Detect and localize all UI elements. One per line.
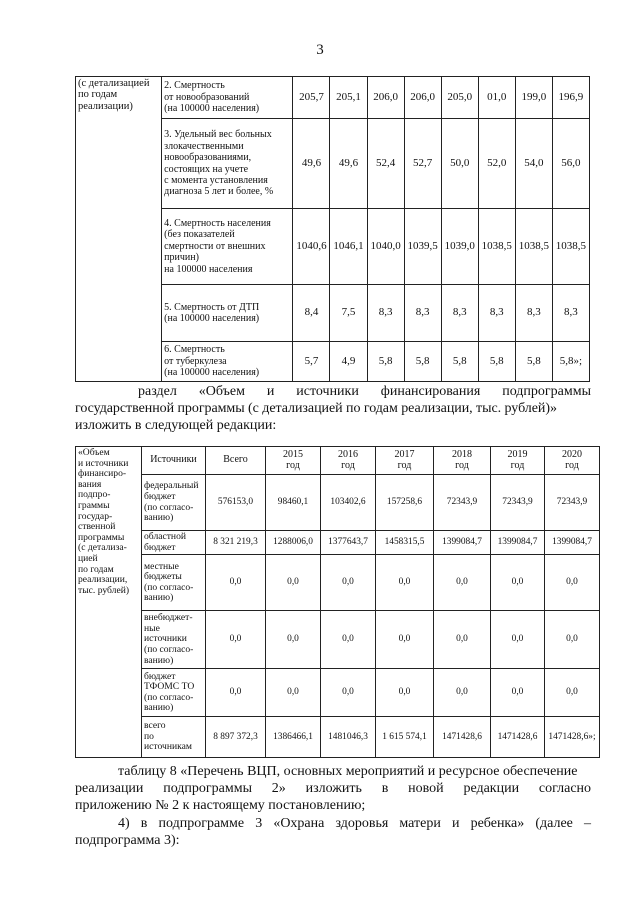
indicator-value: 5,8: [404, 342, 441, 382]
indicator-value: 205,1: [330, 77, 367, 119]
indicator-value: 01,0: [478, 77, 515, 119]
paragraph-2-line-1: таблицу 8 «Перечень ВЦП, основных мероприятий и ресурсное обеспечение: [118, 764, 578, 779]
financing-row: [76, 669, 600, 717]
indicator-value: 1039,0: [441, 209, 478, 285]
indicator-value: 1039,5: [404, 209, 441, 285]
p2-word: новой: [408, 781, 444, 796]
financing-value: 0,0: [266, 669, 321, 717]
p3-word: (далее –: [535, 816, 592, 831]
indicator-value: 56,0: [552, 119, 589, 209]
financing-table: [75, 446, 600, 758]
indicator-value: 205,0: [441, 77, 478, 119]
indicator-value: 8,3: [478, 285, 515, 342]
financing-value: 0,0: [491, 555, 545, 611]
financing-value: 1386466,1: [266, 717, 321, 758]
p3-word: 4) в: [118, 816, 148, 831]
financing-value: 8 897 372,3: [206, 717, 266, 758]
financing-value: 1458315,5: [376, 531, 434, 555]
financing-value: 0,0: [491, 669, 545, 717]
p1-word: источники: [296, 384, 359, 399]
indicator-value: 52,0: [478, 119, 515, 209]
p2-word: согласно: [538, 781, 592, 796]
financing-value: 1399084,7: [545, 531, 600, 555]
p2-word: в: [381, 781, 389, 796]
indicator-label: 2. Смертность от новообразований (на 100000 населения): [162, 77, 293, 119]
indicator-value: 7,5: [330, 285, 367, 342]
financing-value: 0,0: [491, 611, 545, 669]
financing-value: 0,0: [434, 611, 491, 669]
financing-row: [76, 555, 600, 611]
source-cell: внебюджет- ные источники (по согласо- ванию): [142, 611, 206, 669]
column-header: 2017 год: [376, 447, 434, 475]
p3-word: матери: [399, 816, 441, 831]
source-cell: федеральный бюджет (по согласо- ванию): [142, 475, 206, 531]
financing-value: 0,0: [206, 611, 266, 669]
financing-value: 0,0: [545, 611, 600, 669]
p2-word: редакции: [463, 781, 520, 796]
financing-value: 1471428,6: [491, 717, 545, 758]
indicator-value: 4,9: [330, 342, 367, 382]
financing-value: 0,0: [434, 669, 491, 717]
financing-row: [76, 611, 600, 669]
source-cell: областной бюджет: [142, 531, 206, 555]
financing-value: 0,0: [266, 611, 321, 669]
indicator-value: 54,0: [515, 119, 552, 209]
indicator-value: 52,7: [404, 119, 441, 209]
p3-word: и: [451, 816, 460, 831]
p2-word: подпрограммы 2»: [163, 781, 286, 796]
indicator-label: 4. Смертность населения (без показателей смертности от внешних причин) на 100000 населения: [162, 209, 293, 285]
first-column-cell: (с детализацией по годам реализации): [76, 77, 162, 382]
financing-value: 1481046,3: [321, 717, 376, 758]
indicator-value: 196,9: [552, 77, 589, 119]
financing-row: [76, 531, 600, 555]
financing-value: 1399084,7: [434, 531, 491, 555]
indicator-value: 1038,5: [478, 209, 515, 285]
indicator-value: 52,4: [367, 119, 404, 209]
financing-value: 0,0: [376, 555, 434, 611]
paragraph-1-line-3: изложить в следующей редакции:: [75, 418, 277, 433]
p2-word: реализации: [75, 781, 144, 796]
paragraph-1-line-2: государственной программы (с детализацией по годам реализации, тыс. рублей)»: [75, 401, 557, 416]
indicator-value: 5,8: [441, 342, 478, 382]
indicator-value: 8,3: [404, 285, 441, 342]
p3-word: «Охрана: [273, 816, 325, 831]
financing-value: 0,0: [321, 669, 376, 717]
financing-value: 1377643,7: [321, 531, 376, 555]
financing-value: 0,0: [266, 555, 321, 611]
financing-value: 8 321 219,3: [206, 531, 266, 555]
financing-value: 1399084,7: [491, 531, 545, 555]
indicator-value: 1040,0: [367, 209, 404, 285]
indicator-label: 3. Удельный вес больных злокачественными новообразованиями, состоящих на учете с момента установления диагноза 5 лет и более, %: [162, 119, 293, 209]
column-header: Источники: [142, 447, 206, 475]
indicator-value: 5,8: [367, 342, 404, 382]
financing-value: 98460,1: [266, 475, 321, 531]
indicator-value: 5,8»;: [552, 342, 589, 382]
indicator-value: 206,0: [367, 77, 404, 119]
p3-word: 3: [255, 816, 263, 831]
financing-value: 1471428,6: [434, 717, 491, 758]
financing-value: 72343,9: [491, 475, 545, 531]
financing-value: 103402,6: [321, 475, 376, 531]
financing-value: 0,0: [376, 611, 434, 669]
indicator-value: 49,6: [293, 119, 330, 209]
p1-word: финансирования: [380, 384, 481, 399]
column-header: 2019 год: [491, 447, 545, 475]
indicator-value: 8,3: [441, 285, 478, 342]
financing-value: 0,0: [206, 555, 266, 611]
financing-value: 1 615 574,1: [376, 717, 434, 758]
indicator-value: 1046,1: [330, 209, 367, 285]
financing-row: [76, 475, 600, 531]
p3-word: ребенка»: [470, 816, 525, 831]
paragraph-1-line-1: [138, 383, 591, 400]
p1-word: «Объем: [198, 384, 245, 399]
indicator-value: 1038,5: [515, 209, 552, 285]
financing-value: 0,0: [545, 555, 600, 611]
paragraph-3-line-1: [118, 815, 591, 832]
financing-value: 0,0: [206, 669, 266, 717]
paragraph-2-line-3: приложению № 2 к настоящему постановлению;: [75, 798, 366, 813]
financing-value: 0,0: [321, 611, 376, 669]
indicator-value: 8,3: [367, 285, 404, 342]
source-cell: всего по источникам: [142, 717, 206, 758]
financing-value: 157258,6: [376, 475, 434, 531]
financing-value: 576153,0: [206, 475, 266, 531]
paragraph-2-line-2: [75, 780, 591, 797]
indicator-label: 6. Смертность от туберкулеза (на 100000 населения): [162, 342, 293, 382]
indicator-value: 205,7: [293, 77, 330, 119]
indicator-value: 49,6: [330, 119, 367, 209]
column-header: 2018 год: [434, 447, 491, 475]
indicator-label: 5. Смертность от ДТП (на 100000 населения): [162, 285, 293, 342]
financing-value: 72343,9: [545, 475, 600, 531]
p3-word: подпрограмме: [158, 816, 245, 831]
indicator-value: 5,8: [515, 342, 552, 382]
page-number: 3: [316, 42, 324, 58]
p1-word: раздел: [138, 384, 177, 399]
column-header: 2016 год: [321, 447, 376, 475]
financing-value: 0,0: [434, 555, 491, 611]
indicator-value: 50,0: [441, 119, 478, 209]
financing-value: 0,0: [376, 669, 434, 717]
p1-word: и: [266, 384, 275, 399]
indicator-value: 8,3: [515, 285, 552, 342]
column-header: 2015 год: [266, 447, 321, 475]
paragraph-3-line-2: подпрограмма 3):: [75, 833, 180, 848]
financing-value: 72343,9: [434, 475, 491, 531]
source-cell: бюджет ТФОМС ТО (по согласо- ванию): [142, 669, 206, 717]
column-header: Всего: [206, 447, 266, 475]
indicator-value: 8,4: [293, 285, 330, 342]
financing-value: 0,0: [545, 669, 600, 717]
column-header: 2020 год: [545, 447, 600, 475]
p3-word: здоровья: [335, 816, 389, 831]
p1-word: подпрограммы: [502, 384, 591, 399]
indicator-value: 199,0: [515, 77, 552, 119]
indicator-value: 1038,5: [552, 209, 589, 285]
indicators-table: [75, 76, 590, 382]
p2-word: изложить: [305, 781, 362, 796]
indicator-value: 8,3: [552, 285, 589, 342]
first-column-cell: «Объем и источники финансиро- вания подпро- граммы государ- ственной программы (с детализа- цией по годам реализации, тыс. рублей): [76, 447, 142, 758]
indicator-value: 206,0: [404, 77, 441, 119]
financing-value: 0,0: [321, 555, 376, 611]
source-cell: местные бюджеты (по согласо- ванию): [142, 555, 206, 611]
indicator-row: [76, 77, 590, 119]
indicator-value: 1040,6: [293, 209, 330, 285]
financing-row: [76, 717, 600, 758]
financing-header-row: [76, 447, 600, 475]
financing-value: 1288006,0: [266, 531, 321, 555]
indicator-value: 5,7: [293, 342, 330, 382]
indicator-value: 5,8: [478, 342, 515, 382]
financing-value: 1471428,6»;: [545, 717, 600, 758]
